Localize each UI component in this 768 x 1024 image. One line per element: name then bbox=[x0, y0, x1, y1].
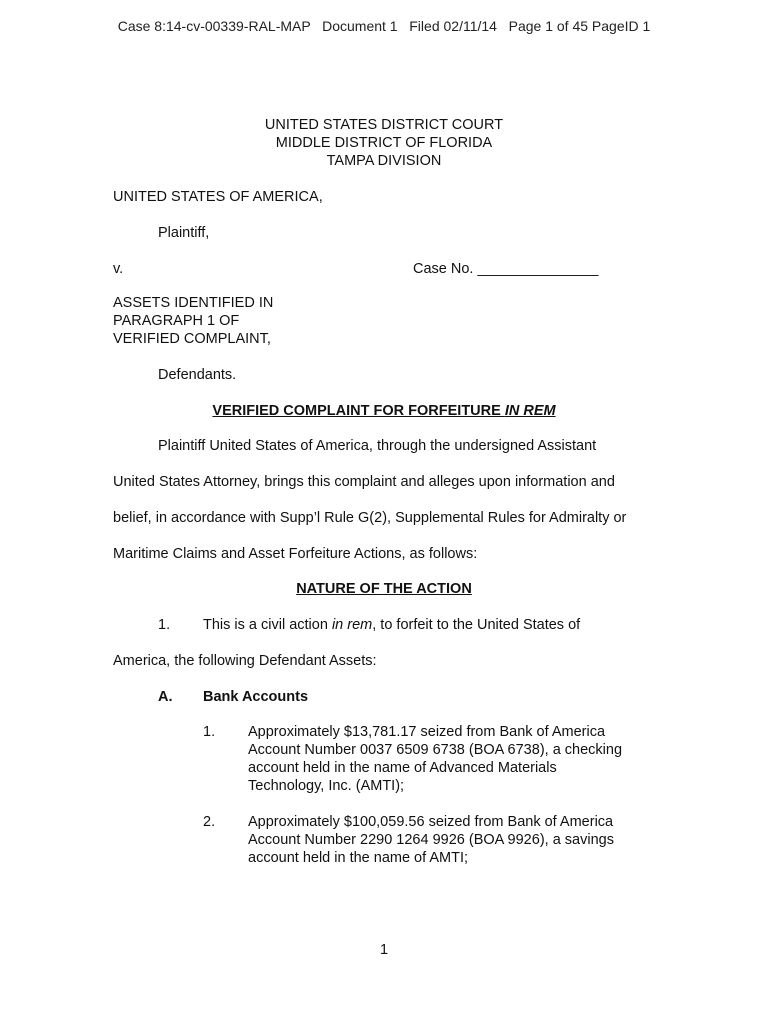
para1-text-b: , to forfeit to the United States of bbox=[372, 617, 581, 633]
para1-line-1 bbox=[203, 616, 580, 634]
item-2-line-3: account held in the name of AMTI; bbox=[248, 850, 469, 866]
item-2-line-1: Approximately $100,059.56 seized from Bank of America bbox=[248, 814, 614, 830]
item-1-line-3: account held in the name of Advanced Materials bbox=[248, 760, 557, 776]
complaint-title-italic: IN REM bbox=[504, 403, 556, 419]
plaintiff-name: UNITED STATES OF AMERICA, bbox=[113, 189, 323, 205]
complaint-title bbox=[0, 402, 768, 420]
complaint-title-main: VERIFIED COMPLAINT FOR FORFEITURE bbox=[212, 403, 505, 419]
section-heading: NATURE OF THE ACTION bbox=[296, 581, 472, 597]
plaintiff-label: Plaintiff, bbox=[158, 225, 210, 241]
item-1-line-4: Technology, Inc. (AMTI); bbox=[248, 778, 405, 794]
court-district: MIDDLE DISTRICT OF FLORIDA bbox=[275, 135, 493, 151]
case-header: Case 8:14-cv-00339-RAL-MAP Document 1 Filed 02/11/14 Page 1 of 45 PageID 1 bbox=[117, 18, 651, 34]
para1-text-italic: in rem bbox=[331, 617, 373, 633]
para1-number: 1. bbox=[158, 617, 171, 633]
page-number: 1 bbox=[379, 942, 389, 958]
case-number: Case No. _______________ bbox=[413, 261, 599, 277]
defendant-line-1: ASSETS IDENTIFIED IN bbox=[113, 295, 274, 311]
item-1-number: 1. bbox=[203, 724, 216, 740]
court-division: TAMPA DIVISION bbox=[326, 153, 442, 169]
para1-text-a: This is a civil action bbox=[203, 617, 332, 633]
subsection-letter: A. bbox=[158, 689, 173, 705]
item-2-number: 2. bbox=[203, 814, 216, 830]
para1-line-2: America, the following Defendant Assets: bbox=[113, 653, 377, 669]
item-2-line-2: Account Number 2290 1264 9926 (BOA 9926), a savings bbox=[248, 832, 614, 848]
intro-line-2: United States Attorney, brings this complaint and alleges upon information and bbox=[113, 474, 615, 490]
versus: v. bbox=[113, 261, 124, 277]
court-name: UNITED STATES DISTRICT COURT bbox=[264, 117, 504, 133]
intro-line-4: Maritime Claims and Asset Forfeiture Actions, as follows: bbox=[113, 546, 478, 562]
intro-line-3: belief, in accordance with Supp’l Rule G(2), Supplemental Rules for Admiralty or bbox=[113, 510, 627, 526]
intro-line-1: Plaintiff United States of America, through the undersigned Assistant bbox=[158, 438, 597, 454]
item-1-line-1: Approximately $13,781.17 seized from Bank of America bbox=[248, 724, 606, 740]
defendant-line-3: VERIFIED COMPLAINT, bbox=[113, 331, 271, 347]
subsection-title: Bank Accounts bbox=[203, 689, 309, 705]
defendant-line-2: PARAGRAPH 1 OF bbox=[113, 313, 240, 329]
defendant-label: Defendants. bbox=[158, 367, 237, 383]
item-1-line-2: Account Number 0037 6509 6738 (BOA 6738), a checking bbox=[248, 742, 623, 758]
